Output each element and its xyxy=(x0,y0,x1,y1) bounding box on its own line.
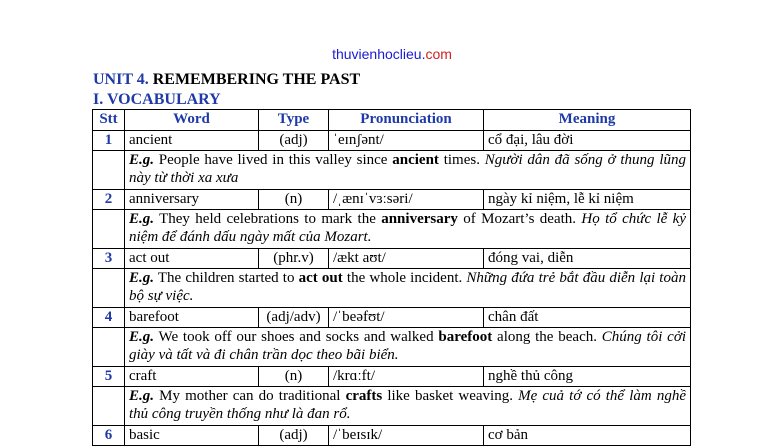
entry-pronunciation: /ˈbeəfʊt/ xyxy=(329,308,484,328)
entry-number: 5 xyxy=(93,367,125,387)
example-sentence xyxy=(125,387,691,426)
entry-number: 2 xyxy=(93,190,125,210)
entry-meaning: chân đất xyxy=(484,308,691,328)
entry-type: (n) xyxy=(259,367,329,387)
entry-meaning: cổ đại, lâu đời xyxy=(484,131,691,151)
example-text: like basket weaving. xyxy=(382,388,519,404)
site-domain: com xyxy=(425,46,452,62)
example-keyword: crafts xyxy=(345,388,383,404)
example-text: The children started to xyxy=(154,270,299,286)
example-text: We took off our shoes and socks and walked xyxy=(154,329,439,345)
column-header-type: Type xyxy=(259,110,329,131)
example-sentence xyxy=(125,151,691,190)
example-translation: Những đứa trẻ bắt đầu diễn lại toàn bộ sự việc. xyxy=(129,270,686,304)
column-header-word: Word xyxy=(125,110,259,131)
entry-word: anniversary xyxy=(125,190,259,210)
example-row xyxy=(93,328,691,367)
example-sentence xyxy=(125,328,691,367)
example-label: E.g. xyxy=(129,329,155,345)
example-spacer xyxy=(93,328,125,367)
example-keyword: act out xyxy=(298,270,343,286)
example-translation: Họ tổ chức lễ kỷ niệm để đánh dấu ngày mất của Mozart. xyxy=(129,211,686,245)
unit-number: UNIT 4. xyxy=(93,71,149,88)
entry-word: ancient xyxy=(125,131,259,151)
example-sentence xyxy=(125,210,691,249)
example-translation: Mẹ cuả tớ có thể làm nghề thủ công truyền thống như là đan rổ. xyxy=(129,388,686,422)
table-row xyxy=(93,190,691,210)
entry-type: (n) xyxy=(259,190,329,210)
example-text: times. xyxy=(438,152,485,168)
entry-word: act out xyxy=(125,249,259,269)
example-text: My mother can do traditional xyxy=(154,388,346,404)
table-row xyxy=(93,131,691,151)
vocabulary-table xyxy=(92,109,691,446)
example-text: the whole incident. xyxy=(342,270,467,286)
entry-number: 1 xyxy=(93,131,125,151)
entry-pronunciation: /krɑːft/ xyxy=(329,367,484,387)
unit-heading xyxy=(93,71,360,89)
entry-pronunciation: /ˌænɪˈvɜːsəri/ xyxy=(329,190,484,210)
example-row xyxy=(93,269,691,308)
entry-meaning: nghề thủ công xyxy=(484,367,691,387)
entry-pronunciation: ˈeɪnʃənt/ xyxy=(329,131,484,151)
example-row xyxy=(93,151,691,190)
column-header-meaning: Meaning xyxy=(484,110,691,131)
entry-number: 4 xyxy=(93,308,125,328)
site-watermark xyxy=(0,46,784,62)
example-label: E.g. xyxy=(129,270,155,286)
example-text: along the beach. xyxy=(492,329,602,345)
entry-word: barefoot xyxy=(125,308,259,328)
example-spacer xyxy=(93,210,125,249)
column-header-stt: Stt xyxy=(93,110,125,131)
site-name: thuvienhoclieu. xyxy=(332,46,426,62)
table-row xyxy=(93,426,691,446)
example-sentence xyxy=(125,269,691,308)
entry-type: (adj/adv) xyxy=(259,308,329,328)
example-translation: Chúng tôi cởi giày và tất và đi chân trần dọc theo bãi biển. xyxy=(129,329,687,363)
example-label: E.g. xyxy=(129,152,155,168)
entry-word: craft xyxy=(125,367,259,387)
table-row xyxy=(93,249,691,269)
entry-type: (adj) xyxy=(259,426,329,446)
example-spacer xyxy=(93,269,125,308)
example-row xyxy=(93,210,691,249)
column-header-pronunciation: Pronunciation xyxy=(329,110,484,131)
example-keyword: anniversary xyxy=(381,211,458,227)
example-text: People have lived in this valley since xyxy=(154,152,393,168)
example-keyword: barefoot xyxy=(438,329,493,345)
entry-type: (phr.v) xyxy=(259,249,329,269)
unit-title: REMEMBERING THE PAST xyxy=(152,71,361,88)
entry-pronunciation: /ˈbeɪsɪk/ xyxy=(329,426,484,446)
entry-word: basic xyxy=(125,426,259,446)
example-keyword: ancient xyxy=(392,152,439,168)
table-row xyxy=(93,367,691,387)
entry-number: 3 xyxy=(93,249,125,269)
example-label: E.g. xyxy=(129,388,155,404)
entry-meaning: cơ bản xyxy=(484,426,691,446)
entry-meaning: ngày kỉ niệm, lễ kỉ niệm xyxy=(484,190,691,210)
example-translation: Người dân đã sống ở thung lũng này từ thời xa xưa xyxy=(129,152,686,186)
entry-pronunciation: /ækt aʊt/ xyxy=(329,249,484,269)
example-text: of Mozart’s death. xyxy=(457,211,582,227)
section-title: I. VOCABULARY xyxy=(93,91,221,108)
table-row xyxy=(93,308,691,328)
entry-meaning: đóng vai, diễn xyxy=(484,249,691,269)
entry-number: 6 xyxy=(93,426,125,446)
example-spacer xyxy=(93,151,125,190)
example-text: They held celebrations to mark the xyxy=(154,211,382,227)
entry-type: (adj) xyxy=(259,131,329,151)
example-label: E.g. xyxy=(129,211,155,227)
example-row xyxy=(93,387,691,426)
table-header-row xyxy=(93,110,691,131)
example-spacer xyxy=(93,387,125,426)
